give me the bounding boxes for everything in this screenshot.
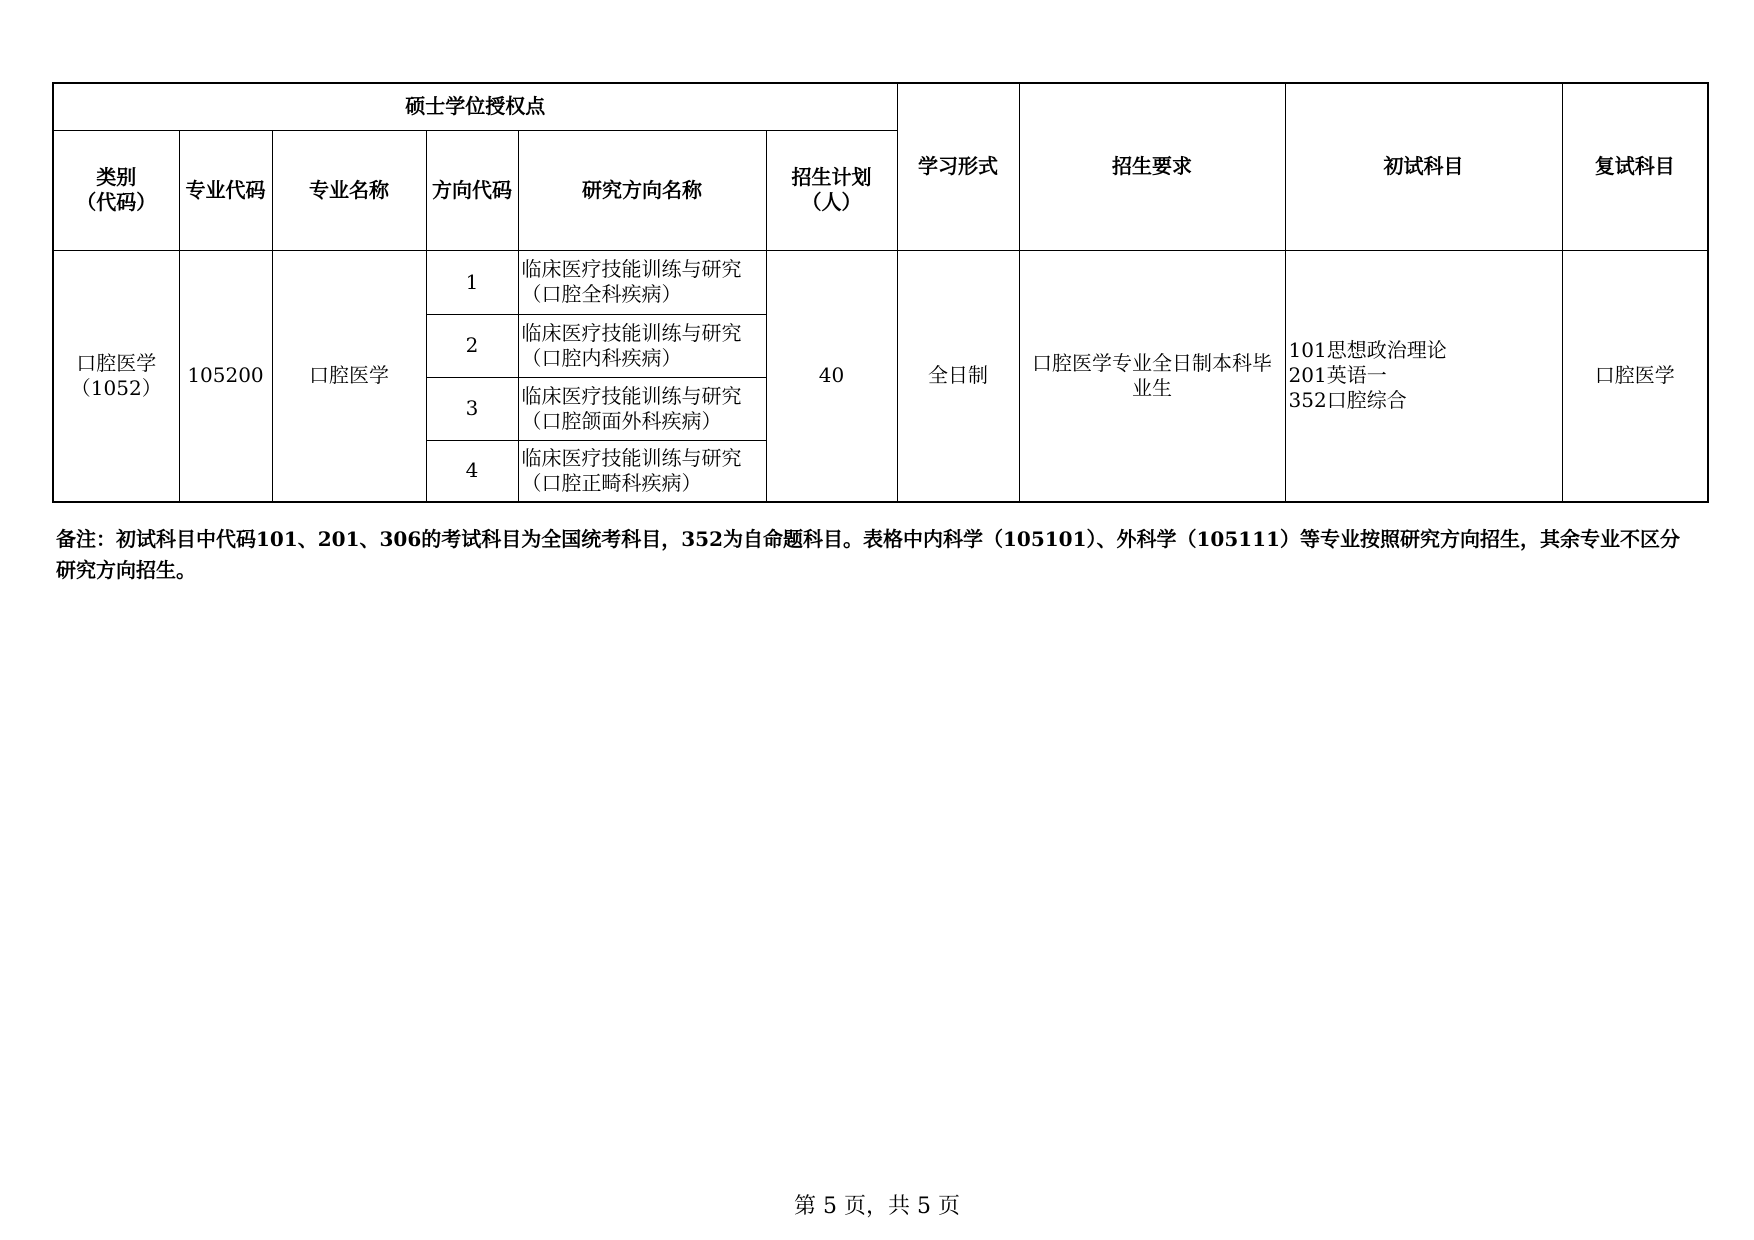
header-major-name: 专业名称 (272, 130, 426, 250)
category-code: （1052） (70, 375, 162, 400)
direction-name-line2: （口腔正畸科疾病） (521, 470, 702, 495)
direction-code-cell: 2 (426, 314, 518, 377)
header-initial-subjects: 初试科目 (1285, 83, 1562, 250)
initial-subject-3: 352口腔综合 (1288, 388, 1407, 413)
initial-subjects-cell (1285, 250, 1562, 502)
direction-name-cell (518, 377, 766, 440)
direction-name-line1: 临床医疗技能训练与研究 (521, 445, 742, 470)
direction-name-line2: （口腔内科疾病） (521, 345, 682, 370)
direction-name-line2: （口腔颌面外科疾病） (521, 408, 722, 433)
direction-name-line1: 临床医疗技能训练与研究 (521, 257, 742, 281)
direction-name-cell (518, 314, 766, 377)
study-form-cell: 全日制 (897, 250, 1019, 502)
header-direction-name: 研究方向名称 (518, 130, 766, 250)
group-header: 硕士学位授权点 (53, 83, 897, 130)
retest-subjects-cell: 口腔医学 (1562, 250, 1708, 502)
page-footer: 第 5 页，共 5 页 (794, 1194, 960, 1219)
table-row (53, 250, 1708, 314)
table-note: 备注：初试科目中代码101、201、306的考试科目为全国统考科目，352为自命题科目。表格中内科学（105101）、外科学（105111）等专业按照研究方向招生，其余专业不区分研究方向招生。 (56, 527, 1680, 582)
category-cell (53, 250, 179, 502)
header-study-form: 学习形式 (897, 83, 1019, 250)
header-direction-code: 方向代码 (426, 130, 518, 250)
direction-code-cell: 1 (426, 250, 518, 314)
header-major-code: 专业代码 (179, 130, 272, 250)
admissions-table (52, 82, 1709, 503)
direction-name-line1: 临床医疗技能训练与研究 (521, 383, 742, 408)
plan-cell: 40 (766, 250, 897, 502)
header-requirements: 招生要求 (1019, 83, 1285, 250)
initial-subject-1: 101思想政治理论 (1288, 338, 1447, 363)
header-retest-subjects: 复试科目 (1562, 83, 1708, 250)
direction-name-line2: （口腔全科疾病） (521, 282, 682, 306)
direction-code-cell: 4 (426, 440, 518, 502)
direction-code-cell: 3 (426, 377, 518, 440)
major-code-cell: 105200 (179, 250, 272, 502)
initial-subject-2: 201英语一 (1288, 363, 1387, 388)
header-plan: 招生计划 （人） (766, 130, 897, 250)
header-category: 类别 （代码） (53, 130, 179, 250)
direction-name-cell (518, 440, 766, 502)
requirements-cell: 口腔医学专业全日制本科毕业生 (1019, 250, 1285, 502)
direction-name-line1: 临床医疗技能训练与研究 (521, 320, 742, 345)
direction-name-cell (518, 250, 766, 314)
major-name-cell: 口腔医学 (272, 250, 426, 502)
category-name: 口腔医学 (76, 350, 157, 375)
